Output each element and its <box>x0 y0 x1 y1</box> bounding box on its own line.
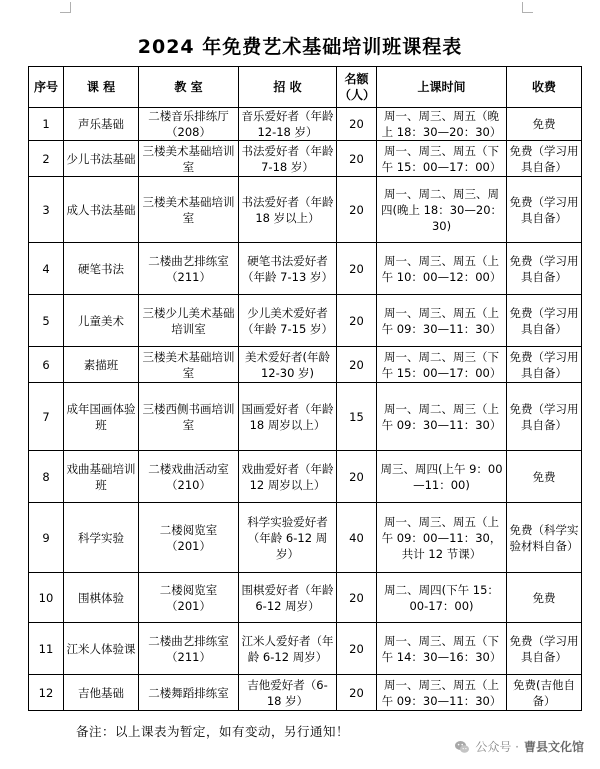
table-row <box>29 503 582 573</box>
cell-no: 7 <box>29 383 64 451</box>
table-row <box>29 243 582 295</box>
cell-room: 二楼曲艺排练室（211） <box>139 243 239 295</box>
cell-no: 1 <box>29 108 64 141</box>
wechat-icon <box>454 739 470 755</box>
table-row <box>29 573 582 623</box>
cell-course: 吉他基础 <box>64 675 139 711</box>
cell-no: 6 <box>29 347 64 383</box>
cell-no: 10 <box>29 573 64 623</box>
cell-enroll: 音乐爱好者（年龄 12-18 岁） <box>239 108 337 141</box>
cell-course: 素描班 <box>64 347 139 383</box>
cell-time: 周一、周三、周五（上午 09：30—11：30） <box>377 675 507 711</box>
cell-quota: 20 <box>337 295 377 347</box>
cell-fee: 免费（学习用具自备） <box>507 347 582 383</box>
cell-no: 12 <box>29 675 64 711</box>
cell-room: 三楼少儿美术基础培训室 <box>139 295 239 347</box>
cell-quota: 20 <box>337 108 377 141</box>
cell-fee: 免费（学习用具自备） <box>507 383 582 451</box>
cell-enroll: 科学实验爱好者（年龄 6-12 周岁） <box>239 503 337 573</box>
cell-fee: 免费（学习用具自备） <box>507 623 582 675</box>
cell-course: 声乐基础 <box>64 108 139 141</box>
cell-quota: 20 <box>337 141 377 177</box>
cell-quota: 40 <box>337 503 377 573</box>
page-title: 2024 年免费艺术基础培训班课程表 <box>137 36 463 58</box>
cell-time: 周一、周三、周五（上午 10：00—12：00） <box>377 243 507 295</box>
cell-time: 周一、周二、周三（下午 15：00—17：00） <box>377 347 507 383</box>
cell-fee: 免费 <box>507 108 582 141</box>
cell-course: 硬笔书法 <box>64 243 139 295</box>
cell-fee: 免费 <box>507 573 582 623</box>
cell-quota: 20 <box>337 347 377 383</box>
table-row <box>29 623 582 675</box>
cell-quota: 20 <box>337 177 377 243</box>
cell-fee: 免费（学习用具自备） <box>507 141 582 177</box>
cell-room: 二楼戏曲活动室（210） <box>139 451 239 503</box>
cell-enroll: 美术爱好者(年龄 12-30 岁) <box>239 347 337 383</box>
cell-enroll: 国画爱好者（年龄 18 周岁以上） <box>239 383 337 451</box>
cell-fee: 免费（科学实验材料自备） <box>507 503 582 573</box>
cell-no: 11 <box>29 623 64 675</box>
cell-fee: 免费（学习用具自备） <box>507 243 582 295</box>
table-row <box>29 675 582 711</box>
cell-no: 3 <box>29 177 64 243</box>
header-fee: 收费 <box>507 67 582 108</box>
cell-no: 4 <box>29 243 64 295</box>
cell-fee: 免费（学习用具自备） <box>507 295 582 347</box>
header-enroll: 招 收 <box>239 67 337 108</box>
cell-enroll: 硬笔书法爱好者（年龄 7-13 岁） <box>239 243 337 295</box>
cell-room: 二楼阅览室（201） <box>139 503 239 573</box>
cell-course: 儿童美术 <box>64 295 139 347</box>
table-row <box>29 383 582 451</box>
cell-enroll: 书法爱好者（年龄 7-18 岁） <box>239 141 337 177</box>
cell-time: 周三、周四(上午 9：00—11：00) <box>377 451 507 503</box>
cell-no: 8 <box>29 451 64 503</box>
table-row <box>29 295 582 347</box>
footnote: 备注：以上课表为暂定，如有变动，另行通知！ <box>76 724 350 739</box>
cell-time: 周一、周三、周五（晚上 18：30—20：30） <box>377 108 507 141</box>
header-no: 序号 <box>29 67 64 108</box>
header-quota: 名额（人） <box>337 67 377 108</box>
cell-course: 科学实验 <box>64 503 139 573</box>
cell-no: 9 <box>29 503 64 573</box>
cell-quota: 20 <box>337 573 377 623</box>
cell-room: 二楼曲艺排练室（211） <box>139 623 239 675</box>
table-row <box>29 347 582 383</box>
watermark <box>454 738 584 755</box>
header-time: 上课时间 <box>377 67 507 108</box>
cell-quota: 20 <box>337 675 377 711</box>
cell-room: 三楼美术基础培训室 <box>139 347 239 383</box>
cell-room: 三楼西侧书画培训室 <box>139 383 239 451</box>
cell-time: 周一、周二、周三、周四(晚上 18：30—20：30) <box>377 177 507 243</box>
cell-quota: 20 <box>337 623 377 675</box>
page-corner-mark-right <box>522 2 533 13</box>
cell-room: 二楼音乐排练厅（208） <box>139 108 239 141</box>
cell-time: 周一、周三、周五（上午 09：00—11：30，共计 12 节课） <box>377 503 507 573</box>
watermark-prefix: 公众号 · <box>475 740 519 754</box>
cell-time: 周一、周三、周五（下午 14：30—16：30） <box>377 623 507 675</box>
cell-room: 二楼阅览室（201） <box>139 573 239 623</box>
cell-enroll: 江米人爱好者（年龄 6-12 周岁） <box>239 623 337 675</box>
cell-fee: 免费(吉他自备） <box>507 675 582 711</box>
table-row <box>29 177 582 243</box>
cell-course: 戏曲基础培训班 <box>64 451 139 503</box>
cell-quota: 20 <box>337 243 377 295</box>
header-course: 课 程 <box>64 67 139 108</box>
table-row <box>29 451 582 503</box>
cell-fee: 免费（学习用具自备） <box>507 177 582 243</box>
cell-fee: 免费 <box>507 451 582 503</box>
table-row <box>29 108 582 141</box>
cell-quota: 20 <box>337 451 377 503</box>
cell-course: 江米人体验课 <box>64 623 139 675</box>
course-schedule-table <box>28 66 582 711</box>
cell-time: 周一、周二、周三（上午 09：30—11：30） <box>377 383 507 451</box>
cell-quota: 15 <box>337 383 377 451</box>
cell-room: 三楼美术基础培训室 <box>139 141 239 177</box>
cell-room: 三楼美术基础培训室 <box>139 177 239 243</box>
cell-course: 成人书法基础 <box>64 177 139 243</box>
header-room: 教 室 <box>139 67 239 108</box>
cell-enroll: 围棋爱好者（年龄 6-12 周岁） <box>239 573 337 623</box>
cell-time: 周二、周四(下午 15：00-17：00) <box>377 573 507 623</box>
cell-room: 二楼舞蹈排练室 <box>139 675 239 711</box>
table-row <box>29 141 582 177</box>
cell-course: 围棋体验 <box>64 573 139 623</box>
table-header-row <box>29 67 582 108</box>
cell-enroll: 少儿美术爱好者（年龄 7-15 岁） <box>239 295 337 347</box>
cell-enroll: 书法爱好者（年龄 18 岁以上） <box>239 177 337 243</box>
watermark-account: 曹县文化馆 <box>523 740 584 754</box>
cell-no: 2 <box>29 141 64 177</box>
page-corner-mark-left <box>60 2 71 13</box>
cell-time: 周一、周三、周五（上午 09：30—11：30） <box>377 295 507 347</box>
cell-course: 成年国画体验班 <box>64 383 139 451</box>
cell-no: 5 <box>29 295 64 347</box>
cell-course: 少儿书法基础 <box>64 141 139 177</box>
cell-time: 周一、周三、周五（下午 15：00—17：00） <box>377 141 507 177</box>
cell-enroll: 戏曲爱好者（年龄 12 周岁以上） <box>239 451 337 503</box>
cell-enroll: 吉他爱好者（6-18 岁） <box>239 675 337 711</box>
